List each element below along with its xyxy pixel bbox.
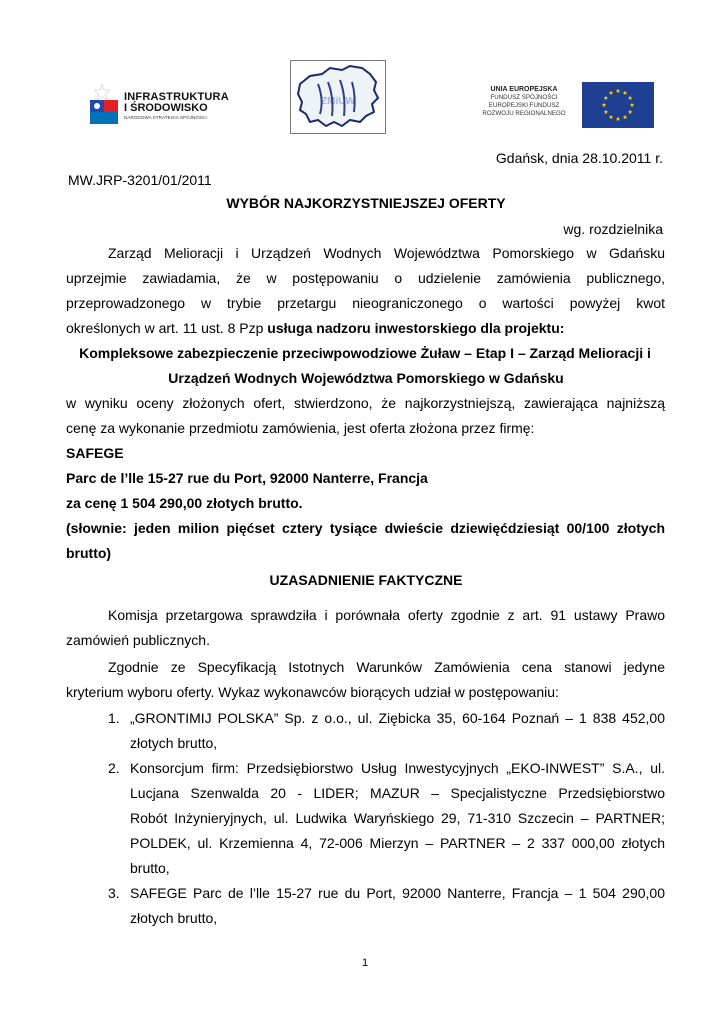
paragraph-3-line-2: zamówień publicznych. [66, 632, 210, 648]
page-number: 1 [361, 957, 369, 969]
list-item-2-number: 2. [108, 760, 120, 776]
infrastruktura-logo [88, 82, 228, 126]
eu-line4: ROZWOJU REGIONALNEGO [482, 110, 566, 117]
list-item-3-number: 3. [108, 885, 120, 901]
eu-text-block [472, 85, 576, 118]
logo-left-line2: I ŚRODOWISKO [124, 102, 208, 114]
paragraph-1-line-3: przeprowadzonego w trybie przetargu nieograniczonego o wartości powyżej kwot [66, 295, 665, 311]
paragraph-1-line-1: Zarząd Melioracji i Urządzeń Wodnych Województwa Pomorskiego w Gdańsku [108, 245, 665, 261]
distribution-note: wg. rozdzielnika [563, 221, 663, 237]
flag-star-icon [88, 82, 122, 126]
pomorskie-map-icon [290, 60, 386, 134]
paragraph-2-line-2: cenę za wykonanie przedmiotu zamówienia, jest oferta złożona przez firmę: [66, 420, 535, 436]
list-item-1-line-1: „GRONTIMIJ POLSKA” Sp. z o.o., ul. Ziębicka 35, 60-164 Poznań – 1 838 452,00 [130, 710, 665, 726]
document-title: WYBÓR NAJKORZYSTNIEJSZEJ OFERTY [226, 195, 506, 211]
eu-line2: FUNDUSZ SPÓJNOŚCI [490, 94, 558, 101]
list-item-1-number: 1. [108, 710, 120, 726]
paragraph-3-line-1: Komisja przetargowa sprawdziła i porównała oferty zgodnie z art. 91 ustawy Prawo [108, 607, 665, 623]
eu-line3: EUROPEJSKI FUNDUSZ [488, 102, 560, 109]
winner-price-words-line-2: brutto) [66, 545, 112, 561]
logo-mid-text: ZMiUW [321, 96, 355, 107]
paragraph-1-line-4-bold: usługa nadzoru inwestorskiego dla projektu: [267, 320, 565, 336]
place-date: Gdańsk, dnia 28.10.2011 r. [495, 150, 663, 166]
eu-line1: UNIA EUROPEJSKA [490, 86, 558, 93]
list-item-2-line-2: Lucjana Szenwalda 20 - LIDER; MAZUR – Specjalistyczne Przedsiębiorstwo [130, 785, 665, 801]
list-item-2-line-3: Robót Inżynieryjnych, ul. Ludwika Waryńskiego 29, 71-310 Szczecin – PARTNER; [130, 810, 665, 826]
paragraph-4-line-1: Zgodnie ze Specyfikacją Istotnych Warunków Zamówienia cena stanowi jedyne [108, 659, 665, 675]
paragraph-4-line-2: kryterium wyboru oferty. Wykaz wykonawców biorących udział w postępowaniu: [66, 684, 559, 700]
paragraph-1-line-2: uprzejmie zawiadamia, że w postępowaniu o udzielenie zamówienia publicznego, [66, 270, 665, 286]
reference-number: MW.JRP-3201/01/2011 [68, 172, 212, 188]
project-title-line-2: Urządzeń Wodnych Województwa Pomorskiego w Gdańsku [168, 370, 564, 386]
list-item-2-line-4: POLDEK, ul. Krzemienna 4, 72-006 Mierzyn – PARTNER – 2 337 000,00 złotych [130, 835, 665, 851]
logo-left-line1: INFRASTRUKTURA [124, 91, 229, 103]
list-item-1-line-2: złotych brutto, [130, 735, 218, 751]
logo-left-line3: NARODOWA STRATEGIA SPÓJNOŚCI [124, 115, 207, 120]
eu-flag-icon [582, 82, 654, 128]
list-item-3-line-1: SAFEGE Parc de l’lle 15-27 rue du Port, 92000 Nanterre, Francja – 1 504 290,00 [130, 885, 665, 901]
project-title-line-1: Kompleksowe zabezpieczenie przeciwpowodziowe Żuław – Etap I – Zarząd Melioracji i [79, 345, 651, 361]
winner-price: za cenę 1 504 290,00 złotych brutto. [66, 495, 303, 511]
list-item-3-line-2: złotych brutto, [130, 910, 218, 926]
zmiuw-logo [290, 60, 386, 134]
winner-name: SAFEGE [66, 445, 124, 461]
list-item-2-line-5: brutto, [130, 860, 170, 876]
paragraph-1-line-4 [66, 319, 564, 337]
winner-address: Parc de l’lle 15-27 rue du Port, 92000 Nanterre, Francja [66, 470, 428, 486]
paragraph-1-line-4-plain: określonych w art. 11 ust. 8 Pzp [66, 320, 268, 336]
list-item-2-line-1: Konsorcjum firm: Przedsiębiorstwo Usług Inwestycyjnych „EKO-INWEST” S.A., ul. [130, 760, 665, 776]
eu-logo [472, 82, 654, 128]
winner-price-words-line-1: (słownie: jeden milion pięćset cztery tysiące dwieście dziewięćdziesiąt 00/100 złotych [66, 520, 665, 536]
section-title: UZASADNIENIE FAKTYCZNE [269, 572, 463, 588]
paragraph-2-line-1: w wyniku oceny złożonych ofert, stwierdzono, że najkorzystniejszą, zawierająca najniższą [66, 395, 665, 411]
